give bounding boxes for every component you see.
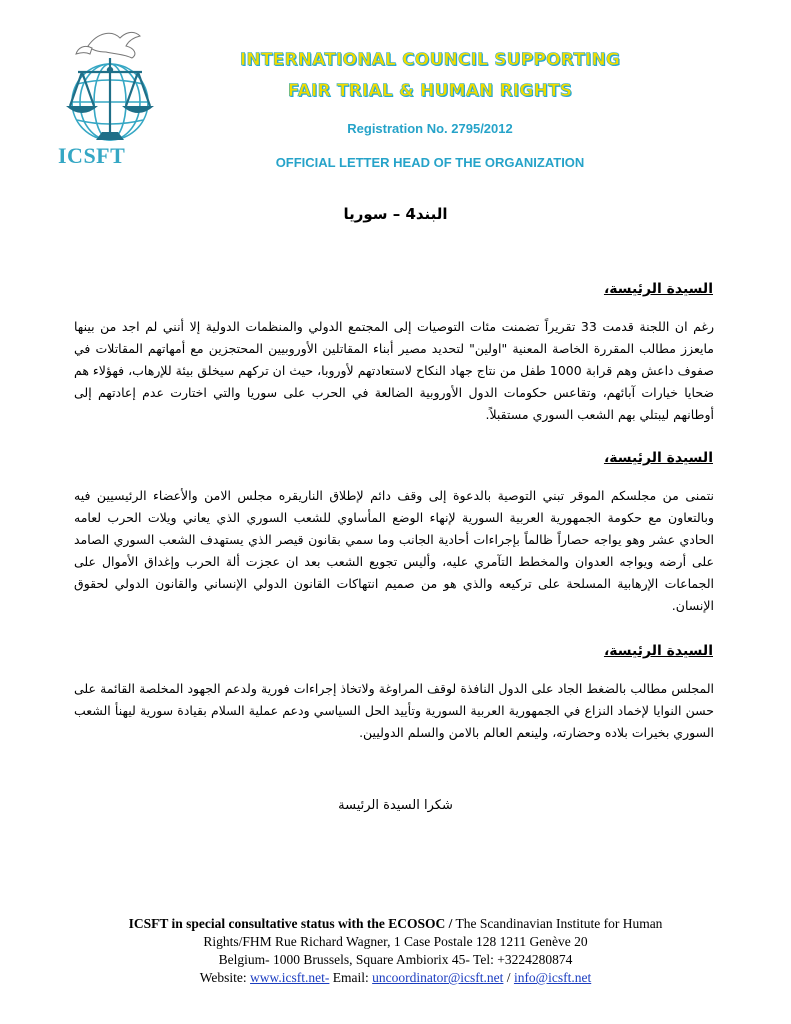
salutation-1: السيدة الرئيسة، [603, 281, 713, 297]
organization-name-line2: FAIR TRIAL & HUMAN RIGHTS [287, 81, 573, 101]
paragraph-2: نتمنى من مجلسكم الموقر تبني التوصية بالدعوة إلى وقف دائم لإطلاق الناريقره مجلس الامن والأعضاء الرئيسيين فيه وبالتعاون مع حكومة الجمهورية العربية السورية لإنهاء الوضع المأساوي للشعب السوري الذي يعاني ويلات الحرب لعامه الحادي عشر وهو يواجه حصاراً ظالماً بإجراءات أحادية الجانب وما سمي بقانون قيصر الذي يستهدف الشعب السوري الصامد على أرضه ويواجه العدوان والمخطط التآمري عليه، وأليس تجويع الشعب بعد ان عجزت ألة الحرب وإغداق الأموال على الجماعات الإرهابية المسلحة على تركيعه والذي هو من صميم انتهاكات القانون الدولي الإنساني والقانون الدولي لحقوق الإنسان. [74, 488, 714, 613]
paragraph-3: المجلس مطالب بالضغط الجاد على الدول النافذة لوقف المراوغة ولاتخاذ إجراءات فورية ولدعم الجهود المخلصة القائمة على حسن النوايا لإخماد النزاع في الجمهورية العربية السورية وتأييد الحل السياسي ودعم عملية السلام بقيادة سورية ليهنأ الشعب السوري بخيرات بلاده وحضارته، ولينعم العالم بالامن والسلم الدوليين. [74, 681, 714, 740]
email-link-uncoordinator[interactable]: uncoordinator@icsft.net [372, 970, 504, 985]
closing-thanks: شكرا السيدة الرئيسة [338, 798, 453, 813]
logo-text: ICSFT [58, 143, 126, 168]
paragraph-1: رغم ان اللجنة قدمت 33 تقريراً تضمنت مئات التوصيات إلى المجتمع الدولي والمنظمات الدولية إلا أنني لم اجد من بينها مايعزز مطالب المقررة الخاصة المعنية "اولين" لتحديد مصير أبناء المقاتلين الأوروبيين المحتجزين مع أمهاتهم المقاتلات في صفوف داعش وهم قرابة 1000 طفل من نتاج جهاد النكاح لاستعادتهم لأوروبا، حيث ان تركهم سيخلق بيئة للإرهاب، فهؤلاء هم ضحايا خيارات آبائهم، وتقاعس حكومات الدول الأوروبية الضالعة في الحرب على سوريا والتي اختارت عدم إعادتهم إلى أوطانهم ليبتلي بهم الشعب السوري مستقبلاً. [74, 319, 714, 422]
email-link-info[interactable]: info@icsft.net [513, 970, 592, 985]
footer [60, 915, 731, 987]
official-letterhead-label: OFFICIAL LETTER HEAD OF THE ORGANIZATION [275, 155, 585, 170]
salutation-3: السيدة الرئيسة، [603, 643, 713, 659]
footer-line-3: Belgium- 1000 Brussels, Square Ambiorix 45- Tel: +3224280874 [218, 952, 573, 967]
footer-consultative-status: ICSFT in special consultative status with the ECOSOC / [128, 916, 453, 931]
organization-name-line1: INTERNATIONAL COUNCIL SUPPORTING [239, 50, 621, 70]
footer-institute: The Scandinavian Institute for Human [452, 916, 663, 931]
website-label: Website: [199, 970, 251, 985]
footer-line-4 [60, 969, 731, 987]
footer-line-2: Rights/FHM Rue Richard Wagner, 1 Case Postale 128 1211 Genève 20 [203, 934, 588, 949]
footer-line-1 [60, 915, 731, 933]
salutation-2: السيدة الرئيسة، [603, 450, 713, 466]
registration-number: Registration No. 2795/2012 [347, 121, 513, 136]
website-link[interactable]: www.icsft.net- [250, 970, 330, 985]
document-title: البند4 – سوريا [343, 205, 448, 223]
email-separator: / [503, 970, 514, 985]
email-label: Email: [329, 970, 373, 985]
